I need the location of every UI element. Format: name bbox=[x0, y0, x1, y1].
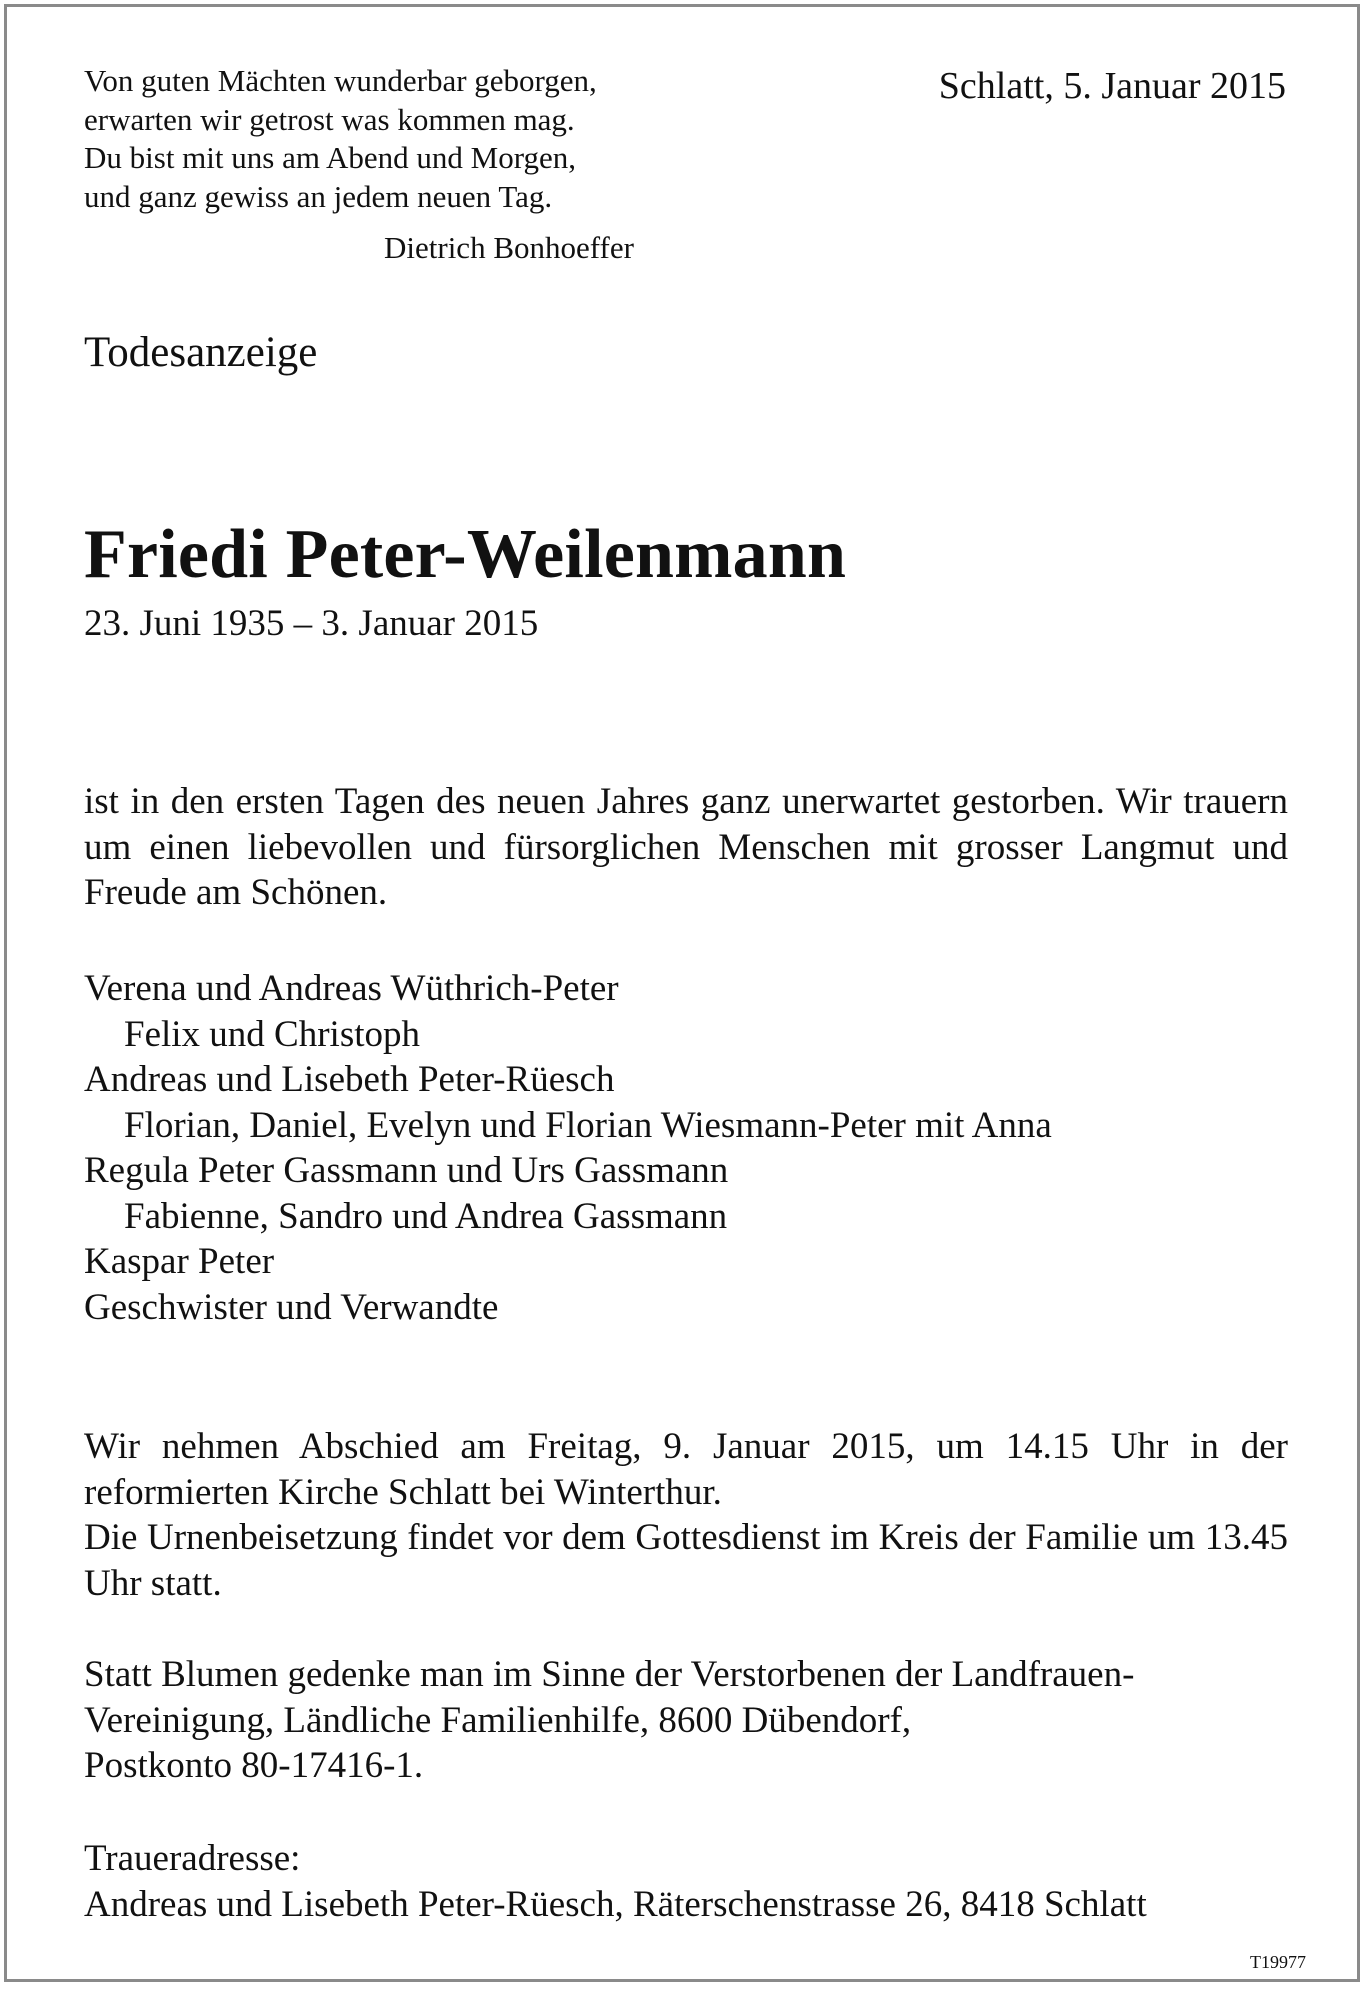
mourner-line: Verena und Andreas Wüthrich-Peter bbox=[84, 968, 619, 1009]
address-label: Traueradresse: bbox=[84, 1838, 301, 1879]
poem-line-1: Von guten Mächten wunderbar geborgen, bbox=[84, 63, 597, 98]
bonhoeffer-poem bbox=[84, 62, 597, 216]
life-dates: 23. Juni 1935 – 3. Januar 2015 bbox=[84, 603, 539, 644]
donation-line-3: Postkonto 80-17416-1. bbox=[84, 1745, 424, 1786]
mourners-list bbox=[84, 966, 1288, 1330]
poem-line-3: Du bist mit uns am Abend und Morgen, bbox=[84, 140, 576, 175]
mourner-line: Andreas und Lisebeth Peter-Rüesch bbox=[84, 1059, 615, 1100]
poem-line-4: und ganz gewiss an jedem neuen Tag. bbox=[84, 178, 553, 214]
mourner-line: Regula Peter Gassmann und Urs Gassmann bbox=[84, 1150, 729, 1191]
poem-line-2: erwarten wir getrost was kommen mag. bbox=[84, 101, 575, 137]
donation-info bbox=[84, 1652, 1288, 1789]
mourner-line: Kaspar Peter bbox=[84, 1241, 275, 1282]
place-date: Schlatt, 5. Januar 2015 bbox=[938, 65, 1286, 107]
poem-author: Dietrich Bonhoeffer bbox=[384, 230, 634, 265]
donation-line-2: Vereinigung, Ländliche Familienhilfe, 8600 Dübendorf, bbox=[84, 1699, 912, 1741]
mourner-line: Felix und Christoph bbox=[124, 1013, 421, 1055]
donation-line-1: Statt Blumen gedenke man im Sinne der Verstorbenen der Landfrauen- bbox=[84, 1654, 1135, 1695]
announcement-text: ist in den ersten Tagen des neuen Jahres ganz unerwartet gestorben. Wir trauern um einen liebevollen und fürsorglichen Menschen mit grosser Langmut und Freude am Schönen. bbox=[84, 781, 1288, 913]
service-info bbox=[84, 1424, 1288, 1606]
reference-code: T19977 bbox=[1250, 1952, 1306, 1972]
mourning-address bbox=[84, 1836, 1288, 1927]
deceased-name: Friedi Peter-Weilenmann bbox=[84, 516, 847, 593]
mourner-line: Fabienne, Sandro und Andrea Gassmann bbox=[124, 1195, 728, 1237]
address-text: Andreas und Lisebeth Peter-Rüesch, Räterschenstrasse 26, 8418 Schlatt bbox=[84, 1883, 1147, 1925]
mourner-line: Geschwister und Verwandte bbox=[84, 1286, 499, 1328]
notice-type: Todesanzeige bbox=[84, 329, 318, 376]
farewell-text: Wir nehmen Abschied am Freitag, 9. Januar 2015, um 14.15 Uhr in der reformierten Kirche Schlatt bei Winterthur. bbox=[84, 1426, 1288, 1513]
mourner-line: Florian, Daniel, Evelyn und Florian Wiesmann-Peter mit Anna bbox=[124, 1104, 1052, 1146]
urn-burial-text: Die Urnenbeisetzung findet vor dem Gottesdienst im Kreis der Familie um 13.45 Uhr statt. bbox=[84, 1517, 1288, 1604]
